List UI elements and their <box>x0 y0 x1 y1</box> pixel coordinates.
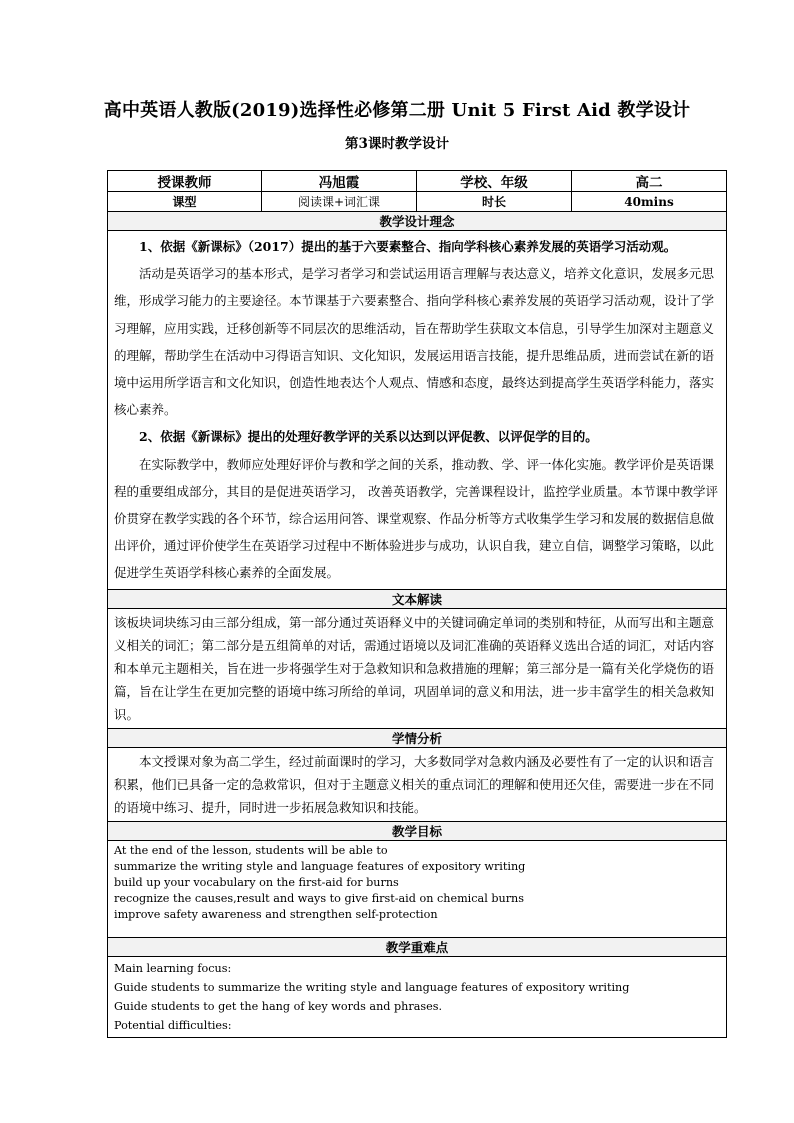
section-header-objectives: 教学目标 <box>108 821 727 840</box>
keypoint-line: Guide students to summarize the writing style and language features of expository writing <box>114 980 630 994</box>
lesson-plan-table <box>107 170 727 1038</box>
document-title: 高中英语人教版(2019)选择性必修第二册 Unit 5 First Aid 教学设计 <box>103 100 691 121</box>
objective-line: recognize the causes,result and ways to give first-aid on chemical burns <box>114 891 524 905</box>
objective-line: build up your vocabulary on the first-aid for burns <box>114 875 399 889</box>
lesson-type-value: 阅读课+词汇课 <box>262 192 417 212</box>
objectives-body <box>108 840 727 937</box>
text-body <box>108 608 727 728</box>
objective-line: improve safety awareness and strengthen self-protection <box>114 907 438 921</box>
keypoint-line: Guide students to get the hang of key words and phrases. <box>114 999 443 1013</box>
objective-line: summarize the writing style and language features of expository writing <box>114 859 526 873</box>
student-analysis-paragraph: 本文授课对象为高二学生，经过前面课时的学习，大多数同学对急救内涵及必要性有了一定的认识和语言积累，他们已具备一定的急救常识，但对于主题意义相关的重点词汇的理解和使用还欠佳，需要进一步在不同的语境中练习、提升，同时进一步拓展急救知识和技能。 <box>114 753 715 815</box>
section-header-concept: 教学设计理念 <box>108 212 727 231</box>
school-grade-label: 学校、年级 <box>417 171 572 192</box>
info-row-1 <box>108 171 727 192</box>
section-header-keypoints: 教学重难点 <box>108 937 727 956</box>
grade-value: 高二 <box>572 171 727 192</box>
objective-line: At the end of the lesson, students will be able to <box>114 843 388 857</box>
concept-paragraph-1: 活动是英语学习的基本形式，是学习者学习和尝试运用语言理解与表达意义，培养文化意识，发展多元思维，形成学习能力的主要途径。本节课基于六要素整合、指向学科核心素养发展的英语学习活动观，设计了学习理解，应用实践，迁移创新等不同层次的思维活动，旨在帮助学生获取文本信息，引导学生加深对主题意义的理解，帮助学生在活动中习得语言知识、文化知识，发展运用语言技能，提升思维品质，进而尝试在新的语境中运用所学语言和文化知识，创造性地表达个人观点、情感和态度，最终达到提高学生英语学科能力，落实核心素养。 <box>114 266 715 418</box>
concept-point-1: 1、依据《新课标》（2017）提出的基于六要素整合、指向学科核心素养发展的英语学习活动观。 <box>139 239 677 254</box>
analysis-body <box>108 747 727 821</box>
duration-value: 40mins <box>572 192 727 212</box>
concept-point-2: 2、依据《新课标》提出的处理好教学评的关系以达到以评促教、以评促学的目的。 <box>139 429 598 445</box>
document-subtitle: 第3课时教学设计 <box>345 136 449 152</box>
section-header-text: 文本解读 <box>108 589 727 608</box>
teacher-name: 冯旭霞 <box>262 171 417 192</box>
info-row-2 <box>108 192 727 212</box>
teacher-label: 授课教师 <box>108 171 262 192</box>
concept-body <box>108 231 727 590</box>
duration-label: 时长 <box>417 192 572 212</box>
keypoint-line: Main learning focus: <box>114 961 232 975</box>
keypoint-line: Potential difficulties: <box>114 1018 232 1032</box>
keypoints-body <box>108 956 727 1037</box>
text-analysis-paragraph: 该板块词块练习由三部分组成，第一部分通过英语释义中的关键词确定单词的类别和特征，从而写出和主题意义相关的词汇；第二部分是五组简单的对话，需通过语境以及词汇准确的英语释义选出合适的词汇，对话内容和本单元主题相关，旨在进一步将强学生对于急救知识和急救措施的理解；第三部分是一篇有关化学烧伤的语篇，旨在让学生在更加完整的语境中练习所给的单词，巩固单词的意义和用法，进一步丰富学生的相关急救知识。 <box>114 614 715 722</box>
lesson-type-label: 课型 <box>108 192 262 212</box>
section-header-analysis: 学情分析 <box>108 728 727 747</box>
concept-paragraph-2: 在实际教学中，教师应处理好评价与教和学之间的关系，推动教、学、评一体化实施。教学评价是英语课程的重要组成部分，其目的是促进英语学习， 改善英语教学，完善课程设计，监控学业质量。本节课中教学评价贯穿在教学实践的各个环节，综合运用问答、课堂观察、作品分析等方式收集学生学习和发展的数据信息做出评价，通过评价使学生在英语学习过程中不断体验进步与成功，认识自我，建立自信，调整学习策略，以此促进学生英语学科核心素养的全面发展。 <box>114 456 718 581</box>
